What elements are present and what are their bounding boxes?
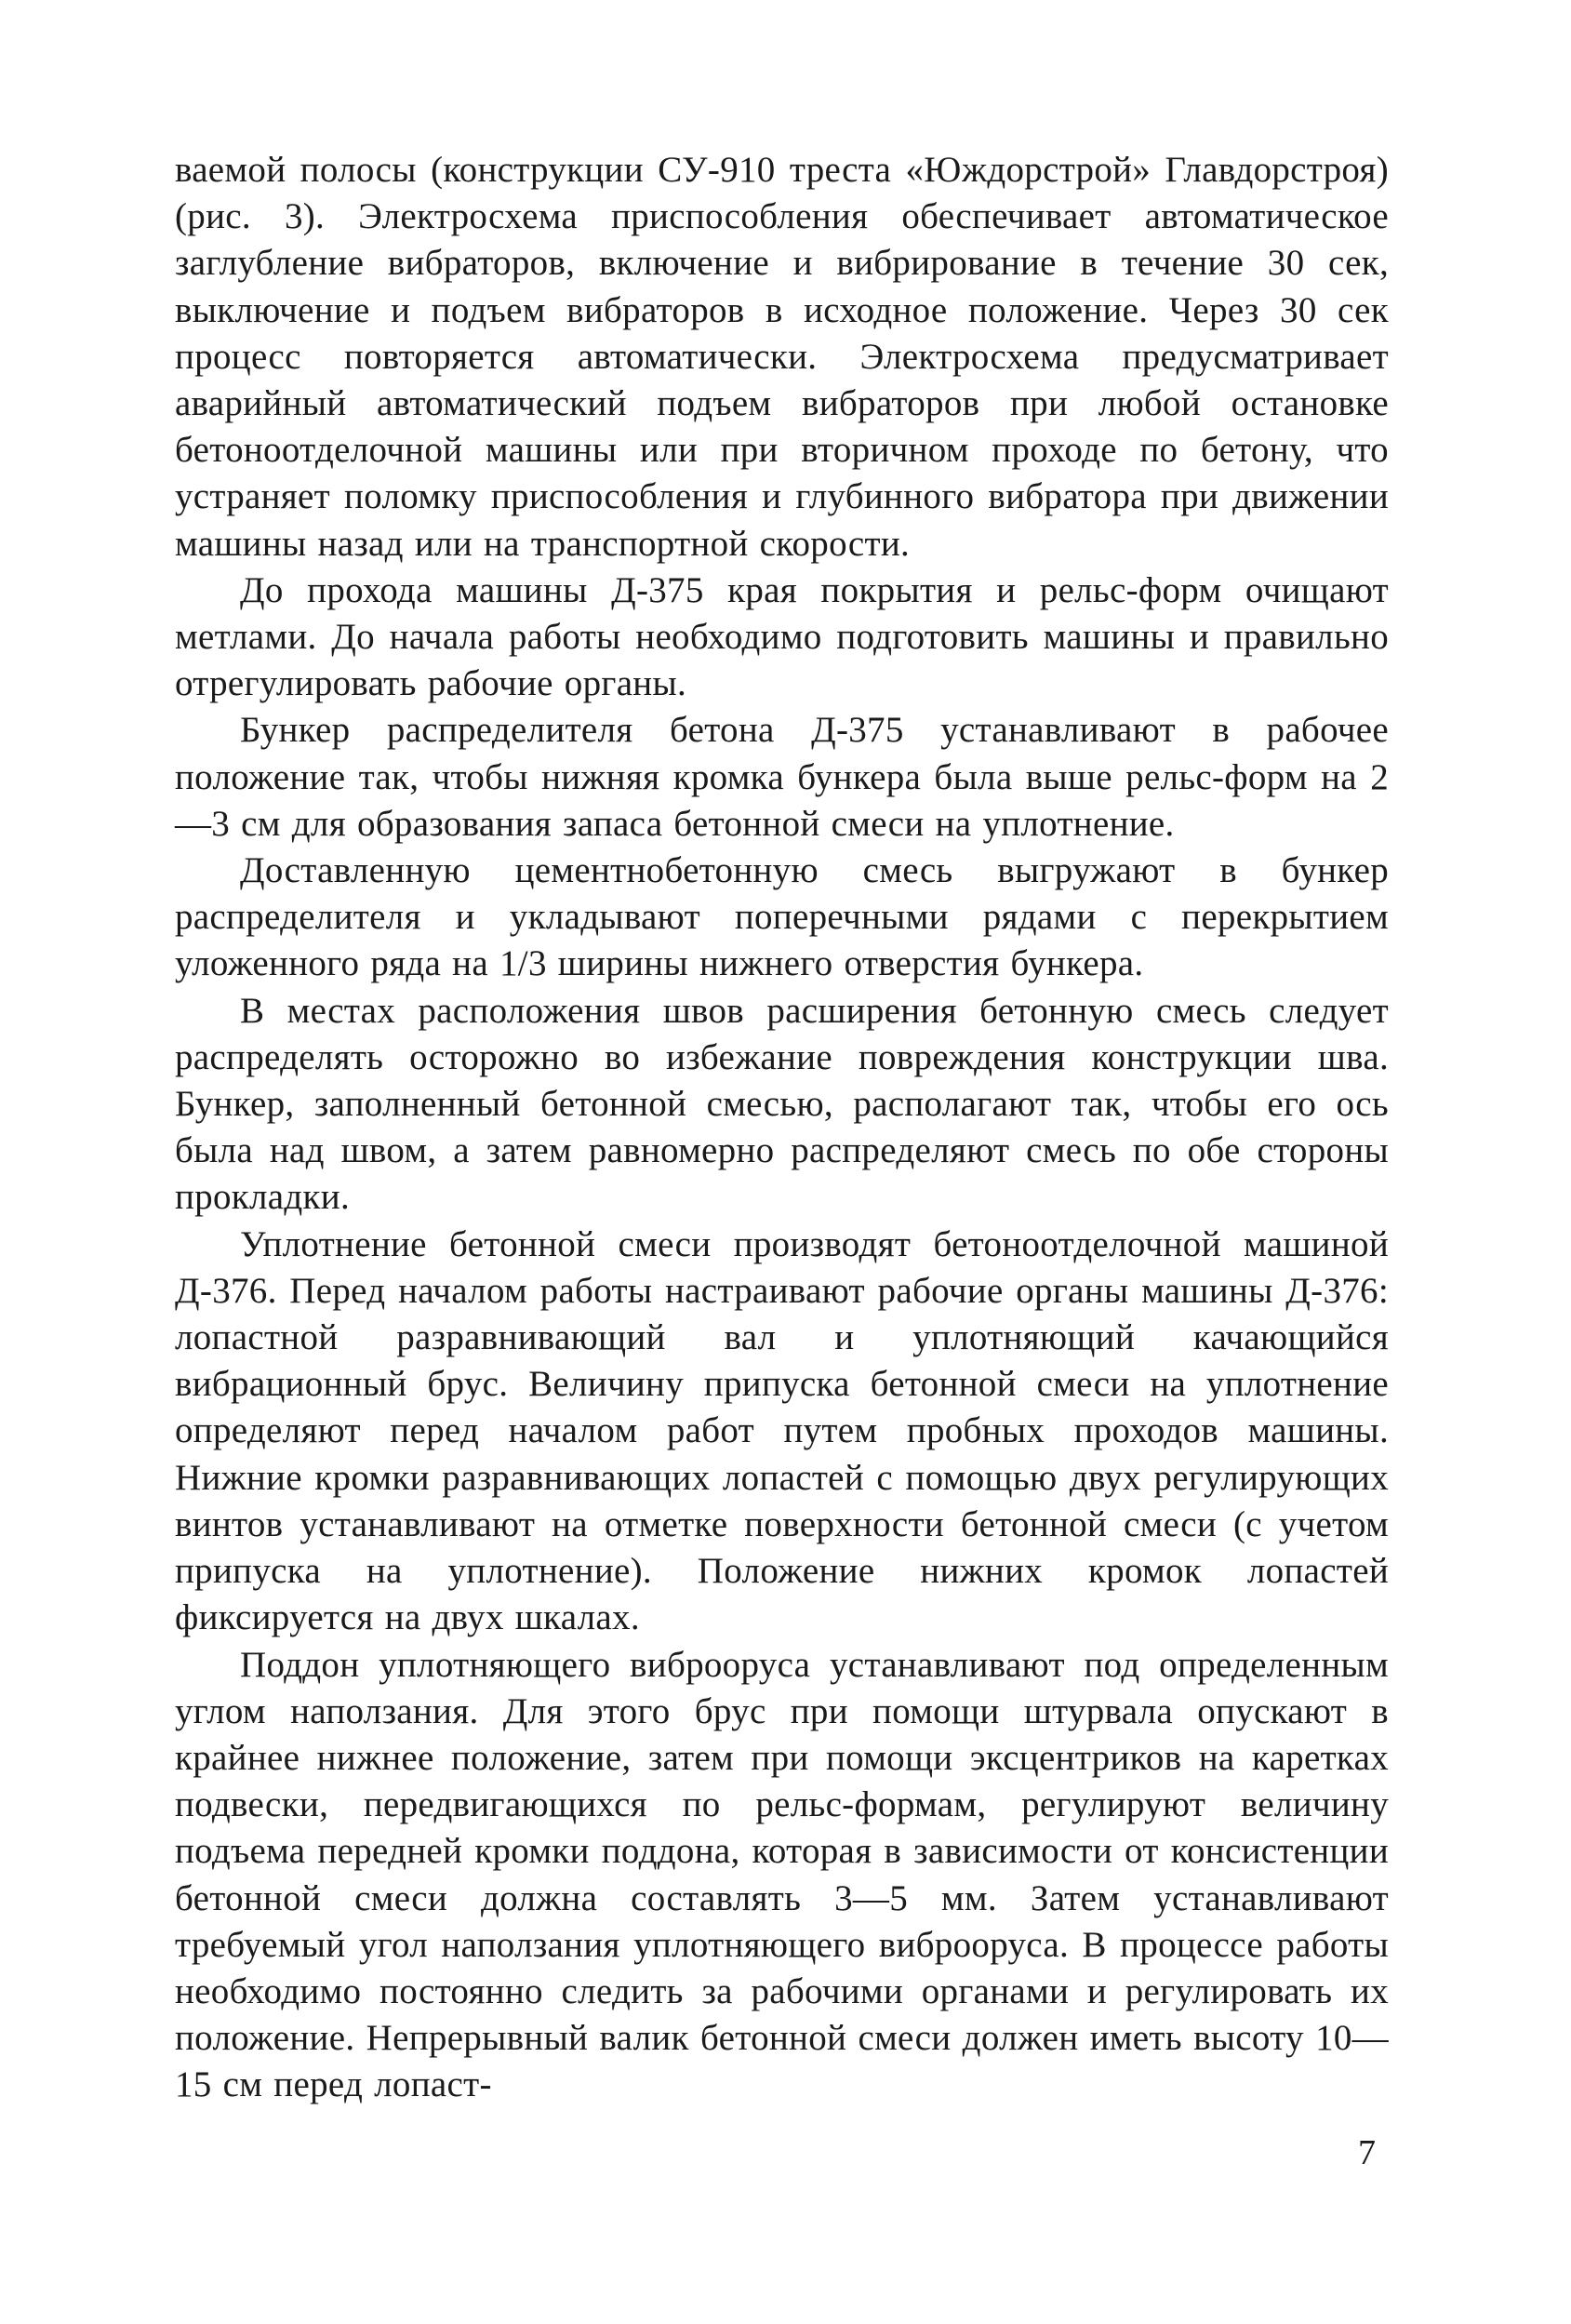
paragraph-4: Доставленную цементнобетонную смесь выгружают в бункер распределителя и укладывают поперечными рядами с перекрытием уложенного ряда на 1/3 ширины нижнего отверстия бункера. xyxy=(175,850,1389,984)
page-body xyxy=(175,147,1389,2109)
paragraph-5: В местах расположения швов расширения бетонную смесь следует распределять осторожно во избежание повреждения конструкции шва. Бункер, заполненный бетонной смесью, располагают так, чтобы его ось была над швом, а затем равномерно распределяют смесь по обе стороны прокладки. xyxy=(175,990,1389,1218)
paragraph-6: Уплотнение бетонной смеси производят бетоноотделочной машиной Д-376. Перед началом работы настраивают рабочие органы машины Д-376: лопастной разравнивающий вал и уплотняющий качающийся вибрационный брус. Величину припуска бетонной смеси на уплотнение определяют перед началом работ путем пробных проходов машины. Нижние кромки разравнивающих лопастей с помощью двух регулирующих винтов устанавливают на отметке поверхности бетонной смеси (с учетом припуска на уплотнение). Положение нижних кромок лопастей фиксируется на двух шкалах. xyxy=(175,1223,1389,1638)
paragraph-3: Бункер распределителя бетона Д-375 устанавливают в рабочее положение так, чтобы нижняя кромка бункера была выше рельс-форм на 2—3 см для образования запаса бетонной смеси на уплотнение. xyxy=(175,710,1389,844)
page-number: 7 xyxy=(1358,2133,1376,2172)
paragraph-2: До прохода машины Д-375 края покрытия и рельс-форм очищают метлами. До начала работы необходимо подготовить машины и правильно отрегулировать рабочие органы. xyxy=(175,569,1389,704)
paragraph-7: Поддон уплотняющего виброоруса устанавливают под определенным углом наползания. Для этого брус при помощи штурвала опускают в крайнее нижнее положение, затем при помощи эксцентриков на каретках подвески, передвигающихся по рельс-формам, регулируют величину подъема передней кромки поддона, которая в зависимости от консистенции бетонной смеси должна составлять 3—5 мм. Затем устанавливают требуемый угол наползания уплотняющего виброоруса. В процессе работы необходимо постоянно следить за рабочими органами и регулировать их положение. Непрерывный валик бетонной смеси должен иметь высоту 10—15 см перед лопаст- xyxy=(175,1644,1389,2105)
paragraph-1: ваемой полосы (конструкции СУ-910 треста «Юждорстрой» Главдорстроя) (рис. 3). Электросхема приспособления обеспечивает автоматическое заглубление вибраторов, включение и вибрирование в течение 30 сек, выключение и подъем вибраторов в исходное положение. Через 30 сек процесс повторяется автоматически. Электросхема предусматривает аварийный автоматический подъем вибраторов при любой остановке бетоноотделочной машины или при вторичном проходе по бетону, что устраняет поломку приспособления и глубинного вибратора при движении машины назад или на транспортной скорости. xyxy=(175,150,1389,564)
